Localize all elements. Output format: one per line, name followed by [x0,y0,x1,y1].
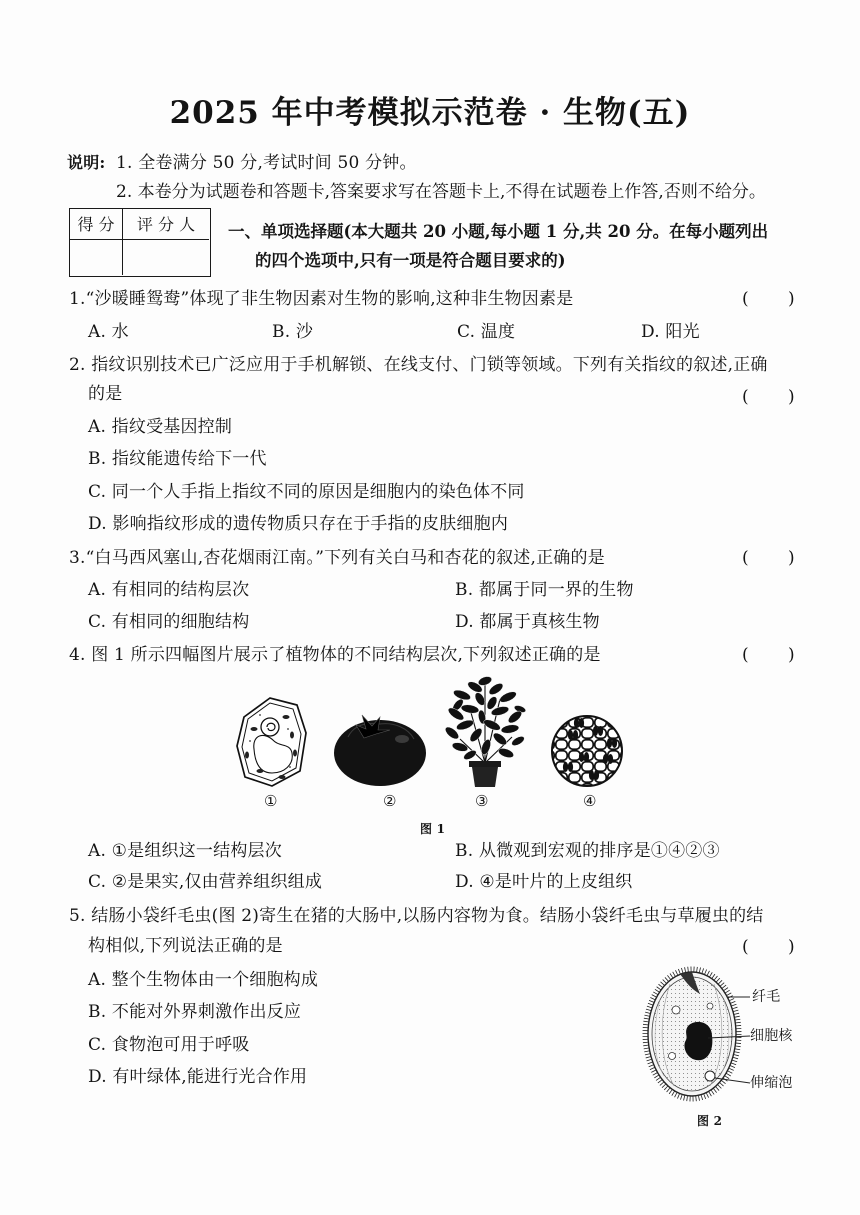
question-2-option-c: C. 同一个人手指上指纹不同的原因是细胞内的染色体不同 [88,482,525,502]
score-label: 得 分 [70,209,123,240]
question-4-option-b: B. 从微观到宏观的排序是①④②③ [455,841,720,861]
grader-label: 评 分 人 [123,209,209,240]
question-5-answer-blank: ( ) [742,937,795,957]
question-1-option-b: B. 沙 [272,322,314,342]
question-1-option-c: C. 温度 [457,322,516,342]
question-5-stem-cont: 构相似,下列说法正确的是 [88,936,283,956]
question-2-option-d: D. 影响指纹形成的遗传物质只存在于手指的皮肤细胞内 [88,514,509,534]
question-1-answer-blank: ( ) [742,289,795,309]
contractile-vacuole [705,1071,715,1081]
figure-2 [630,960,755,1100]
plant-cell-illustration [237,698,306,786]
section-heading-line-2: 的四个选项中,只有一项是符合题目要求的) [255,251,566,270]
question-4-stem: 4. 图 1 所示四幅图片展示了植物体的不同结构层次,下列叙述正确的是 [69,645,601,665]
question-2-stem-cont: 的是 [88,384,123,404]
question-4-option-c: C. ②是果实,仅由营养组织组成 [88,872,323,892]
nucleus [684,1022,712,1060]
score-box [70,240,123,275]
figure-1-label-3: ③ [475,792,489,810]
question-1-stem: 1.“沙暖睡鸳鸯”体现了非生物因素对生物的影响,这种非生物因素是 [69,289,574,309]
question-2-option-b: B. 指纹能遗传给下一代 [88,449,267,469]
tomato-fruit-illustration [334,715,426,786]
score-table [69,208,211,277]
instructions-label: 说明: [67,153,106,172]
question-5-option-d: D. 有叶绿体,能进行光合作用 [88,1067,308,1087]
question-5-option-a: A. 整个生物体由一个细胞构成 [88,970,319,990]
figure-1-label-2: ② [383,792,397,810]
exam-title: 2025 年中考模拟示范卷 · 生物(五) [169,95,691,131]
figure-2-caption: 图 2 [697,1114,723,1128]
question-4-option-d: D. ④是叶片的上皮组织 [455,872,633,892]
instruction-item-2: 2. 本卷分为试题卷和答题卡,答案要求写在答题卡上,不得在试题卷上作答,否则不给分。 [116,182,766,202]
figure-1 [230,673,630,795]
figure-2-label-cilia: 纤毛 [752,989,781,1005]
instruction-item-1: 1. 全卷满分 50 分,考试时间 50 分钟。 [116,153,417,173]
question-5-option-b: B. 不能对外界刺激作出反应 [88,1002,302,1022]
figure-1-label-4: ④ [583,792,597,810]
question-5-option-c: C. 食物泡可用于呼吸 [88,1035,250,1055]
question-3-option-c: C. 有相同的细胞结构 [88,612,250,632]
figure-1-label-1: ① [264,792,278,810]
question-2-option-a: A. 指纹受基因控制 [88,417,233,437]
question-3-stem: 3.“白马西风塞山,杏花烟雨江南。”下列有关白马和杏花的叙述,正确的是 [69,548,605,568]
leaf-epidermis-illustration [550,714,624,788]
question-5-stem: 5. 结肠小袋纤毛虫(图 2)寄生在猪的大肠中,以肠内容物为食。结肠小袋纤毛虫与草履虫的结 [69,906,764,926]
question-4-option-a: A. ①是组织这一结构层次 [88,841,282,861]
question-3-option-d: D. 都属于真核生物 [455,612,600,632]
section-heading-line-1: 一、单项选择题(本大题共 20 小题,每小题 1 分,共 20 分。在每小题列出 [228,222,769,241]
question-4-answer-blank: ( ) [742,645,795,665]
figure-1-caption: 图 1 [420,822,446,836]
question-2-answer-blank: ( ) [742,387,795,407]
question-1-option-a: A. 水 [88,322,129,342]
figure-2-label-nucleus: 细胞核 [750,1028,793,1044]
potted-plant-illustration [443,675,526,787]
figure-2-label-contractile-vacuole: 伸缩泡 [750,1075,793,1091]
question-1-option-d: D. 阳光 [641,322,700,342]
question-2-stem: 2. 指纹识别技术已广泛应用于手机解锁、在线支付、门锁等领域。下列有关指纹的叙述,正确 [69,355,768,375]
question-3-option-a: A. 有相同的结构层次 [88,580,250,600]
question-3-answer-blank: ( ) [742,548,795,568]
grader-box [123,240,209,275]
question-3-option-b: B. 都属于同一界的生物 [455,580,634,600]
